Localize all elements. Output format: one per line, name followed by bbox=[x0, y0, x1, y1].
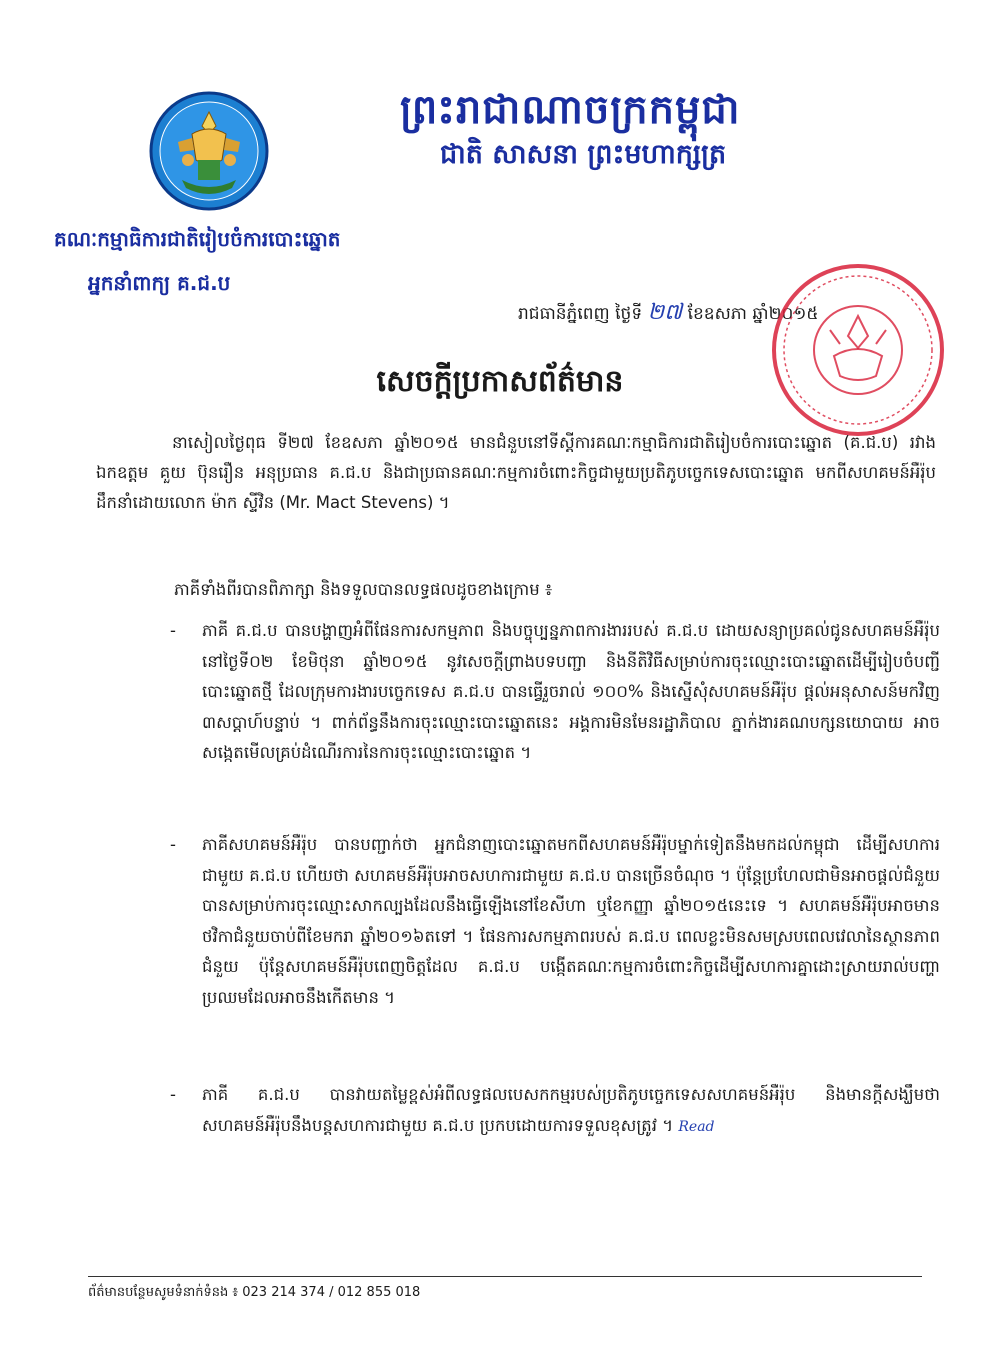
spokesperson-label: អ្នកនាំពាក្យ គ.ជ.ប bbox=[88, 271, 231, 295]
results-subheading: ភាគីទាំងពីរបានពិភាក្សា និងទទួលបានលទ្ធផលដូចខាងក្រោម ៖ bbox=[174, 580, 553, 599]
handwritten-initials: Read bbox=[678, 1118, 715, 1135]
kingdom-title: ព្រះរាជាណាចក្រកម្ពុជា bbox=[400, 87, 741, 133]
list-item bbox=[172, 830, 940, 1013]
intro-paragraph bbox=[96, 428, 936, 518]
date-day: ២៧ bbox=[647, 300, 683, 325]
list-item-text: ភាគីសហគមន៍អឺរ៉ុប បានបញ្ជាក់ថា អ្នកជំនាញបោះឆ្នោតមកពីសហគមន៍អឺរ៉ុបម្នាក់ទៀតនឹងមកដល់កម្ពុជា ដើម្បីសហការជាមួយ គ.ជ.ប ហើយថា សហគមន៍អឺរ៉ុបអាចសហការជាមួយ គ.ជ.ប បានច្រើនចំណុច ។ ប៉ុន្តែប្រហែលជាមិនអាចផ្ដល់ជំនួយបានសម្រាប់ការចុះឈ្មោះសាកល្បងដែលនឹងធ្វើឡើងនៅខែសីហា ឬខែកញ្ញា ឆ្នាំ២០១៥នេះទេ ។ សហគមន៍អឺរ៉ុបអាចមានថវិកាជំនួយចាប់ពីខែមករា ឆ្នាំ២០១៦តទៅ ។ ផែនការសកម្មភាពរបស់ គ.ជ.ប ពេលខ្លះមិនសមស្របពេលវេលានៃស្ថានភាពជំនួយ ប៉ុន្តែសហគមន៍អឺរ៉ុបពេញចិត្តដែល គ.ជ.ប បង្កើតគណៈកម្មការចំពោះកិច្ចដើម្បីសហការគ្នាដោះស្រាយរាល់បញ្ហាប្រឈមដែលអាចនឹងកើតមាន ។ bbox=[202, 835, 940, 1007]
date-suffix: ខែឧសភា ឆ្នាំ២០១៥ bbox=[687, 304, 819, 324]
page-title: សេចក្ដីប្រកាសព័ត៌មាន bbox=[376, 364, 624, 399]
national-motto: ជាតិ សាសនា ព្រះមហាក្សត្រ bbox=[440, 139, 727, 170]
list-item-body: ភាគី គ.ជ.ប បានវាយតម្លៃខ្ពស់អំពីលទ្ធផលបេសកកម្មរបស់ប្រតិភូបច្ចេកទេសសហគមន៍អឺរ៉ុប និងមានក្ដីសង្ឃឹមថា សហគមន៍អឺរ៉ុបនឹងបន្តសហការជាមួយ គ.ជ.ប ប្រកបដោយការទទួលខុសត្រូវ ។ bbox=[202, 1085, 940, 1135]
date-prefix: រាជធានីភ្នំពេញ ថ្ងៃទី bbox=[518, 304, 643, 324]
intro-text: នាសៀលថ្ងៃពុធ ទី២៧ ខែឧសភា ឆ្នាំ២០១៥ មានជំនួបនៅទីស្ដីការគណៈកម្មាធិការជាតិរៀបចំការបោះឆ្នោត (គ.ជ.ប) រវាង ឯកឧត្ដម គួយ ប៊ុនរឿន អនុប្រធាន គ.ជ.ប និងជាប្រធានគណៈកម្មការចំពោះកិច្ចជាមួយប្រតិភូបច្ចេកទេសបោះឆ្នោត មកពីសហគមន៍អឺរ៉ុប ដឹកនាំដោយលោក ម៉ាក ស្ទីវិន (Mr. Mact Stevens) ។ bbox=[96, 433, 936, 512]
bullet-dash: - bbox=[170, 621, 176, 640]
nec-emblem-icon bbox=[148, 90, 270, 212]
official-seal-icon bbox=[768, 260, 948, 440]
list-item-text: ភាគី គ.ជ.ប បានបង្ហាញអំពីផែនការសកម្មភាព និងបច្ចុប្បន្នភាពការងាររបស់ គ.ជ.ប ដោយសន្យាប្រគល់ជូនសហគមន៍អឺរ៉ុប នៅថ្ងៃទី០២ ខែមិថុនា ឆ្នាំ២០១៥ នូវសេចក្ដីព្រាងបទបញ្ជា និងនីតិវិធីសម្រាប់ការចុះឈ្មោះបោះឆ្នោតដើម្បីរៀបចំបញ្ជីបោះឆ្នោតថ្មី ដែលក្រុមការងារបច្ចេកទេស គ.ជ.ប បានធ្វើរួចរាល់ ១០០% និងស្នើសុំសហគមន៍អឺរ៉ុប ផ្ដល់អនុសាសន៍មកវិញ ៣សប្ដាហ៍បន្ទាប់ ។ ពាក់ព័ន្ធនឹងការចុះឈ្មោះបោះឆ្នោតនេះ អង្គការមិនមែនរដ្ឋាភិបាល ភ្នាក់ងារគណបក្សនយោបាយ អាចសង្កេតមើលគ្រប់ដំណើរការនៃការចុះឈ្មោះបោះឆ្នោត ។ bbox=[202, 621, 940, 762]
bullet-dash: - bbox=[170, 835, 176, 854]
list-item bbox=[172, 616, 940, 769]
footer-contact: ព័ត៌មានបន្ថែមសូមទំនាក់ទំនង ៖ 023 214 374 / 012 855 018 bbox=[88, 1285, 421, 1300]
list-item-text bbox=[172, 1080, 940, 1142]
footer-divider bbox=[88, 1276, 922, 1277]
organization-name: គណៈកម្មាធិការជាតិរៀបចំការបោះឆ្នោត bbox=[54, 227, 341, 251]
list-item bbox=[172, 1080, 940, 1142]
bullet-dash: - bbox=[170, 1085, 176, 1104]
